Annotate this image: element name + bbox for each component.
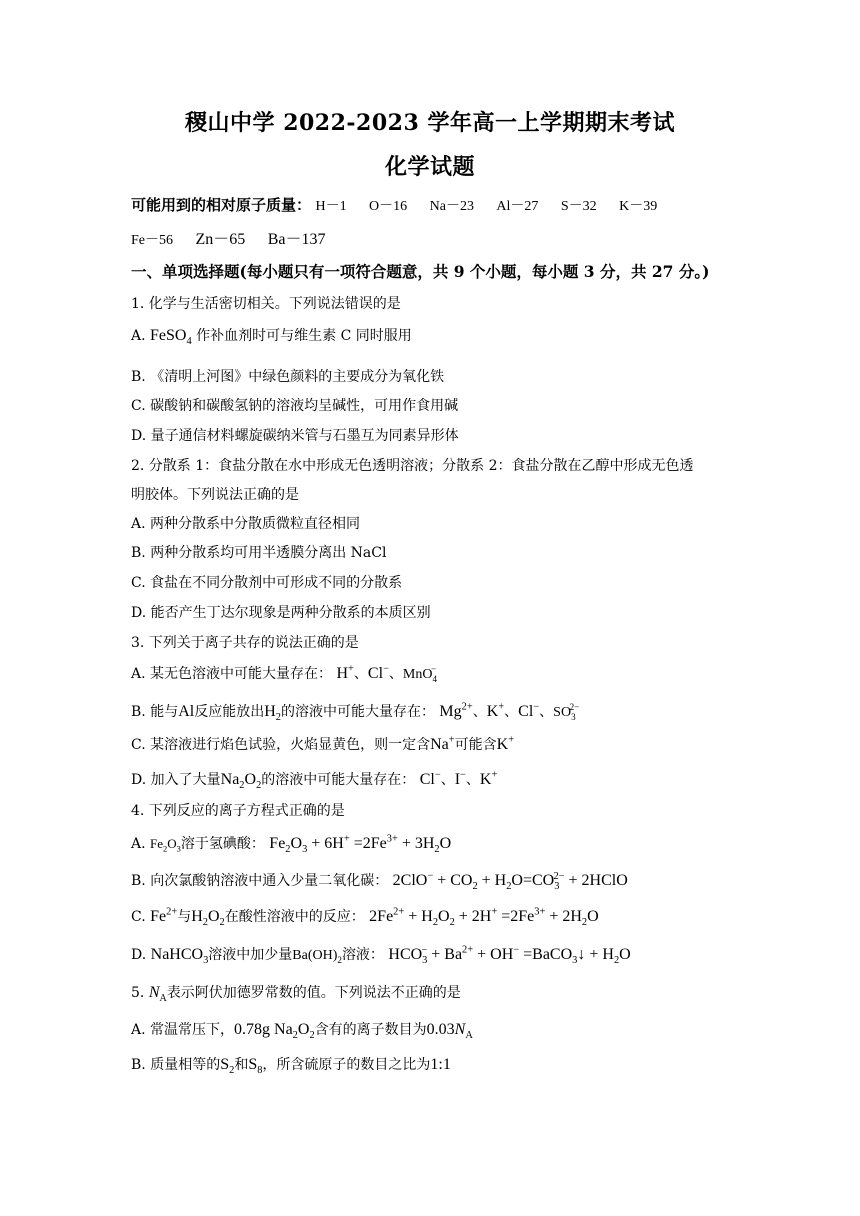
question-5-option-a: A. 常温常压下，0.78g $Na_2O_2$含有的离子数目为$0.03N_A$ [131, 1021, 473, 1042]
exam-title: 稷山中学 2022-2023 学年高一上学期期末考试 [185, 110, 675, 136]
mass-ba: Ba－137 [267, 231, 326, 248]
mass-al: Al－27 [496, 199, 539, 214]
exam-subject: 化学试题 [384, 154, 475, 180]
atomic-mass-line-1 [131, 195, 657, 217]
mass-s: S－32 [560, 199, 597, 214]
question-4-option-b: B. 向次氯酸钠溶液中通入少量二氧化碳： $2ClO^- + CO_2 + H_2O=CO_3^{2-}$ + 2HClO [131, 870, 628, 893]
question-1-stem: 1. 化学与生活密切相关。下列说法错误的是 [131, 296, 401, 312]
question-1-option-b: B. 《清明上河图》中绿色颜料的主要成分为氧化铁 [131, 369, 445, 385]
section-heading: 一、单项选择题(每小题只有一项符合题意，共 9 个小题，每小题 3 分，共 27 分。) [131, 262, 710, 281]
question-3-stem: 3. 下列关于离子共存的说法正确的是 [131, 635, 359, 651]
mass-o: O－16 [369, 199, 408, 214]
question-2-stem-line-1: 2. 分散系 1：食盐分散在水中形成无色透明溶液；分散系 2：食盐分散在乙醇中形成无色透 [131, 458, 694, 474]
mass-h: H－1 [315, 199, 347, 214]
question-3-option-b: B. 能与Al反应能放出$H_2$的溶液中可能大量存在： $Mg^{2+}$、K+、Cl−、$SO_3^{2-}$ [131, 701, 580, 724]
question-5-stem: 5. $N_A$表示阿伏加德罗常数的值。下列说法不正确的是 [131, 984, 461, 1004]
question-2-option-d: D. 能否产生丁达尔现象是两种分散系的本质区别 [131, 605, 431, 621]
question-1-option-d: D. 量子通信材料螺旋碳纳米管与石墨互为同素异形体 [131, 428, 459, 444]
question-3-option-d: D. 加入了大量$Na_2O_2$的溶液中可能大量存在： Cl−、I−、K+ [131, 769, 498, 792]
mass-k: K－39 [619, 199, 658, 214]
mass-fe: Fe－56 [131, 233, 173, 248]
question-2-option-c: C. 食盐在不同分散剂中可形成不同的分散系 [131, 575, 403, 591]
question-4-option-a: A. $Fe_2O_3$溶于氢碘酸： $Fe_2O_3 + 6H^+ =2Fe^{3+} + 3H_2O$ [131, 833, 452, 856]
question-2-option-b: B. 两种分散系均可用半透膜分离出 NaCl [131, 545, 387, 561]
question-5-option-b: B. 质量相等的$S_2$和$S_8$，所含硫原子的数目之比为1:1 [131, 1056, 451, 1077]
question-1-option-c: C. 碳酸钠和碳酸氢钠的溶液均呈碱性，可用作食用碱 [131, 398, 459, 414]
mass-zn: Zn－65 [195, 231, 246, 248]
mass-na: Na－23 [429, 199, 474, 214]
question-4-option-d: D. NaHCO$_3$溶液中加少量$Ba(OH)_2$溶液： $HCO_3^- + Ba^{2+} + OH^-$ =BaCO$_3$↓ + $H_2O$ [131, 944, 631, 967]
question-3-option-a: A. 某无色溶液中可能大量存在： H+、Cl−、MnO$_4$− [131, 663, 438, 684]
question-3-option-c: C. 某溶液进行焰色试验，火焰显黄色，则一定含Na+可能含K+ [131, 734, 515, 753]
question-4-stem: 4. 下列反应的离子方程式正确的是 [131, 803, 345, 819]
question-1-option-a: A. FeSO$_4$ 作补血剂时可与维生素 C 同时服用 [131, 327, 412, 348]
atomic-mass-label: 可能用到的相对原子质量： [131, 196, 312, 214]
question-4-option-c: C. $Fe^{2+}$与$H_2O_2$在酸性溶液中的反应： $2Fe^{2+} + H_2O_2 + 2H^+ =2Fe^{3+} + 2H_2O$ [131, 906, 599, 929]
question-2-option-a: A. 两种分散系中分散质微粒直径相同 [131, 516, 361, 532]
question-2-stem-line-2: 明胶体。下列说法正确的是 [131, 487, 299, 503]
atomic-mass-line-2 [131, 230, 325, 251]
